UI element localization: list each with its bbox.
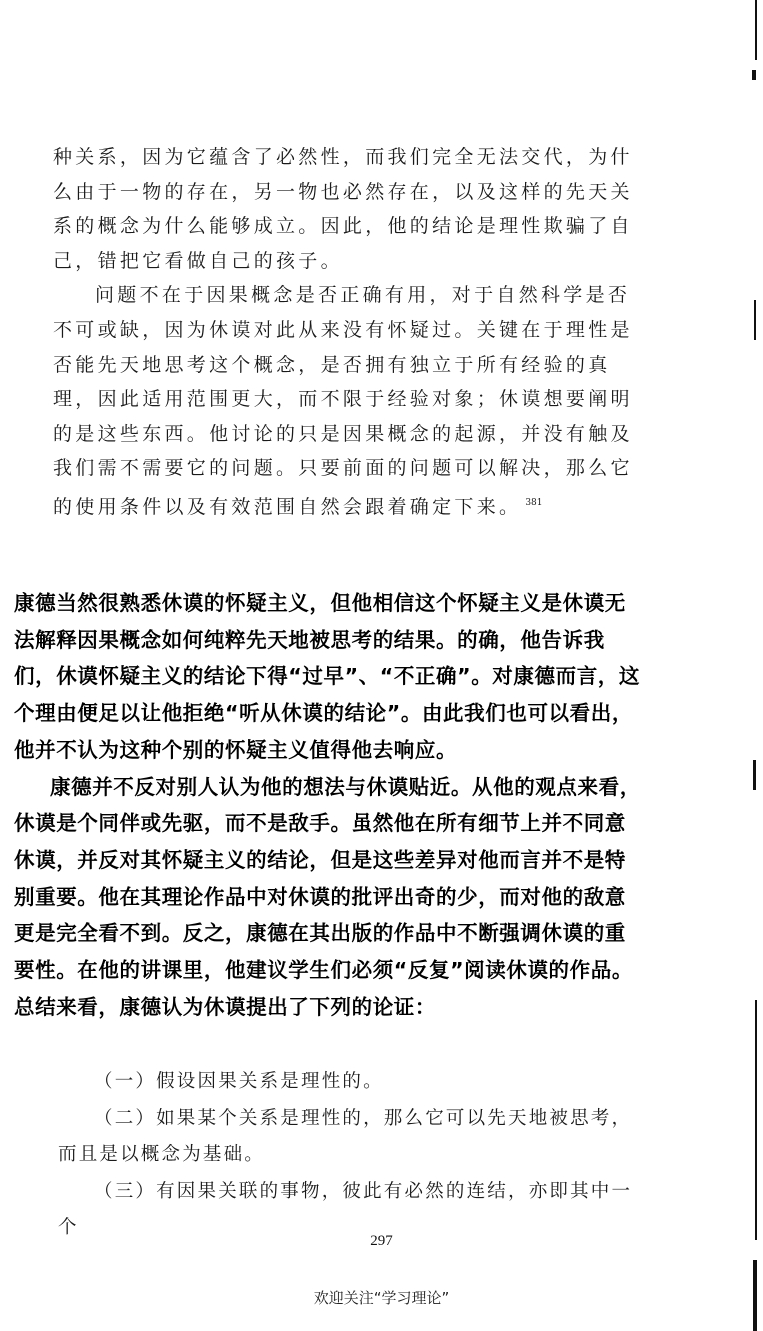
quote-paragraph-2 — [53, 278, 638, 524]
footer-text: 欢迎关注“学习理论” — [313, 1289, 450, 1307]
list-item-3: （三）有因果关联的事物，彼此有必然的连结，亦即其中一个 — [58, 1180, 633, 1238]
quote-paragraph-1 — [53, 140, 638, 278]
list-item-1: （一）假设因果关系是理性的。 — [94, 1071, 384, 1092]
block-quote — [53, 140, 638, 525]
scan-edge-shadow — [749, 0, 759, 1331]
quote-paragraph-2-text: 问题不在于因果概念是否正确有用，对于自然科学是否不可或缺，因为休谟对此从来没有怀疑过。关键在于理性是否能先天地思考这个概念，是否拥有独立于所有经验的真理，因此适用范围更大，而不限于经验对象；休谟想要阐明的是这些东西。他讨论的只是因果概念的起源，并没有触及我们需不需要它的问题。只要前面的问题可以解决，那么它的使用条件以及有效范围自然会跟着确定下来。 — [53, 284, 633, 518]
page-number: 297 — [370, 1233, 393, 1249]
footnote-marker: 381 — [525, 497, 543, 508]
body-paragraph-2: 康德并不反对别人认为他的想法与休谟贴近。从他的观点来看，休谟是个同伴或先驱，而不是敌手。虽然他在所有细节上并不同意休谟，并反对其怀疑主义的结论，但是这些差异对他而言并不是特别重要。他在其理论作品中对休谟的批评出奇的少，而对他的敌意更是完全看不到。反之，康德在其出版的作品中不断强调休谟的重要性。在他的讲课里，他建议学生们必须“反复”阅读休谟的作品。总结来看，康德认为休谟提出了下列的论证： — [14, 774, 641, 1019]
quote-paragraph-1-text: 种关系，因为它蕴含了必然性，而我们完全无法交代，为什么由于一物的存在，另一物也必然存在，以及这样的先天关系的概念为什么能够成立。因此，他的结论是理性欺骗了自己，错把它看做自己的孩子。 — [53, 146, 633, 272]
argument-list — [58, 1064, 643, 1247]
body-text — [14, 585, 644, 1025]
body-paragraph-1: 康德当然很熟悉休谟的怀疑主义，但他相信这个怀疑主义是休谟无法解释因果概念如何纯粹先天地被思考的结果。的确，他告诉我们，休谟怀疑主义的结论下得“过早”、“不正确”。对康德而言，这个理由便足以让他拒绝“听从休谟的结论”。由此我们也可以看出，他并不认为这种个别的怀疑主义值得他去响应。 — [14, 591, 640, 762]
list-item-2: （二）如果某个关系是理性的，那么它可以先天地被思考，而且是以概念为基础。 — [58, 1107, 633, 1165]
